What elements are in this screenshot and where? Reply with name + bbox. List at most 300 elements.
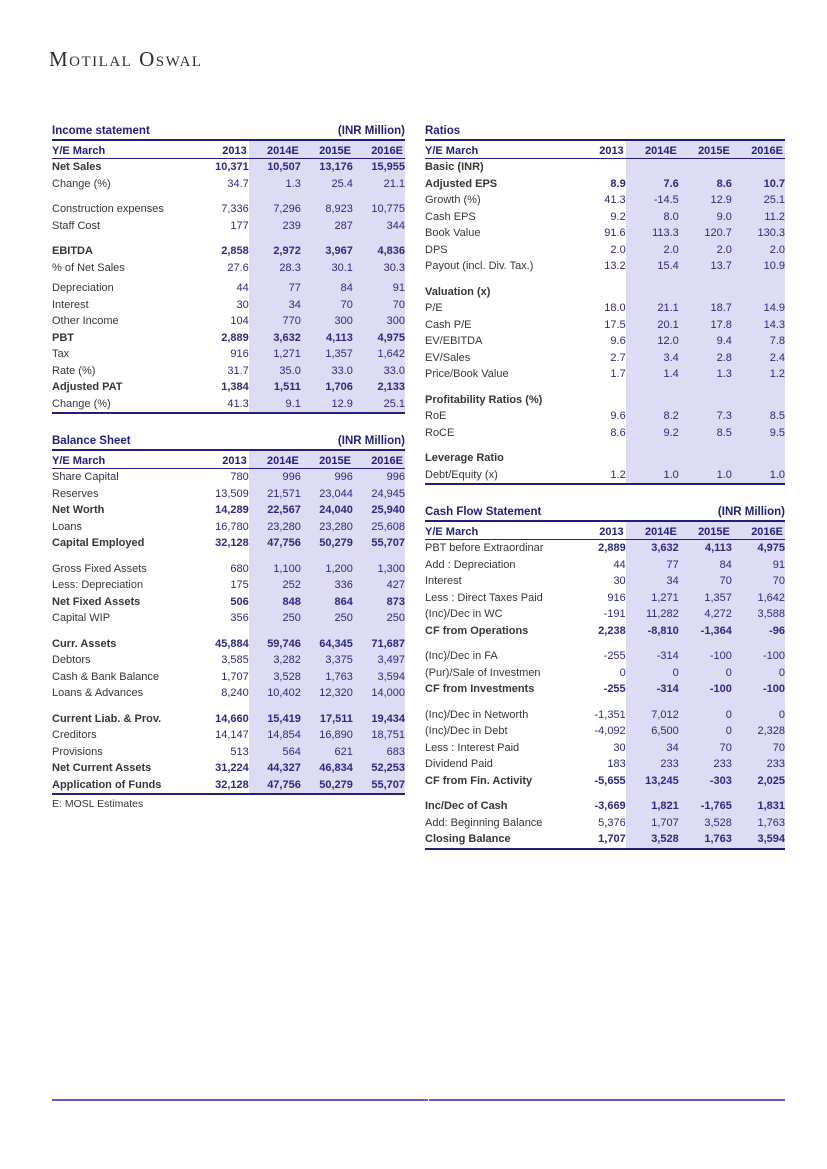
cell-value: 996 [301, 469, 353, 486]
table-row [425, 284, 785, 301]
table-row [425, 225, 785, 242]
spacer-row [425, 698, 785, 707]
column-header: 2014E [626, 522, 679, 540]
cell-value: 7.6 [626, 176, 679, 193]
cell-value: -96 [732, 623, 785, 640]
cell-value: 2,133 [353, 379, 405, 396]
cell-value: 23,044 [301, 486, 353, 503]
cell-value: 18.0 [604, 302, 626, 315]
column-header: 2015E [301, 141, 353, 159]
cell-value: 1,642 [353, 346, 405, 363]
table-row [52, 469, 405, 486]
cell-value: -14.5 [626, 192, 679, 209]
cell-value: -1,765 [679, 798, 732, 815]
cell-value: 3,632 [249, 330, 301, 347]
cell-value: 9.6 [610, 410, 626, 423]
spacer-cell [425, 383, 626, 392]
cell-value: 16,780 [215, 520, 249, 533]
cell-value: 70 [732, 740, 785, 757]
cell-value: -4,092 [594, 725, 626, 738]
cell-value: 1,763 [301, 669, 353, 686]
cell-value: 3,528 [626, 831, 679, 849]
cell-value [573, 450, 626, 467]
table-row [52, 176, 405, 193]
cell-value: 916 [230, 348, 249, 361]
cell-value: 252 [249, 577, 301, 594]
cell-value: 1,821 [626, 798, 679, 815]
cell-value: 70 [353, 297, 405, 314]
cell-value: 2.7 [610, 351, 626, 364]
row-label: (Inc)/Dec in Debt [425, 725, 508, 738]
cell-value: 9.4 [679, 333, 732, 350]
spacer-row [52, 192, 405, 201]
cell-value: 1.0 [679, 467, 732, 485]
cell-value: 2,238 [598, 624, 626, 637]
cell-value: 1,707 [626, 815, 679, 832]
row-label: Price/Book Value [425, 368, 509, 381]
cell-value: 9.5 [732, 425, 785, 442]
table-title: Balance Sheet [52, 435, 131, 447]
cell-value: 30.1 [301, 260, 353, 277]
cell-value: 0 [626, 665, 679, 682]
row-label: Book Value [425, 227, 481, 240]
table-row [52, 159, 405, 176]
cell-value: 1,357 [679, 590, 732, 607]
row-label: EV/EBITDA [425, 335, 483, 348]
cell-value: 6,500 [626, 723, 679, 740]
cell-value: -255 [603, 683, 626, 696]
cell-value: 91 [732, 557, 785, 574]
cell-value: 250 [301, 610, 353, 627]
cell-value: 1,511 [249, 379, 301, 396]
cell-value: 1,707 [221, 670, 249, 683]
cell-value: 250 [353, 610, 405, 627]
footer-divider-left [52, 1099, 428, 1101]
cell-value: 46,834 [301, 760, 353, 777]
cell-value: 513 [230, 745, 249, 758]
column-header: 2016E [732, 141, 785, 159]
row-label: Profitability Ratios (%) [425, 393, 543, 406]
cell-value: 2.0 [679, 242, 732, 259]
header-row [425, 522, 785, 540]
cell-value: 1,300 [353, 561, 405, 578]
cell-value: 2.8 [679, 350, 732, 367]
cell-value: 3,375 [301, 652, 353, 669]
cell-value [679, 392, 732, 409]
cell-value: 55,707 [353, 535, 405, 552]
column-header: 2015E [301, 451, 353, 469]
cell-value: 1,271 [626, 590, 679, 607]
cell-value: 1,831 [732, 798, 785, 815]
cell-value: 13.2 [604, 260, 626, 273]
cell-value: 2,889 [221, 331, 249, 344]
cell-value: 848 [249, 594, 301, 611]
cell-value: 18.7 [679, 300, 732, 317]
table-row [425, 540, 785, 557]
cell-value: 14.3 [732, 317, 785, 334]
cell-value: 16,890 [301, 727, 353, 744]
cell-value: 70 [679, 740, 732, 757]
cell-value: 44 [613, 558, 626, 571]
row-label: (Pur)/Sale of Investmen [425, 666, 541, 679]
cell-value: 3,967 [301, 243, 353, 260]
row-label: (Inc)/Dec in FA [425, 650, 498, 663]
cell-value: 4,113 [301, 330, 353, 347]
table-row [52, 577, 405, 594]
table-row [52, 652, 405, 669]
spacer-cell [626, 441, 785, 450]
cell-value: 183 [607, 758, 626, 771]
cell-value: 25.1 [732, 192, 785, 209]
cell-value: 621 [301, 744, 353, 761]
cell-value: 44 [236, 282, 249, 295]
cell-value: 13,245 [626, 773, 679, 790]
cell-value: -3,669 [594, 800, 626, 813]
cell-value: 8.0 [626, 209, 679, 226]
table-row [52, 685, 405, 702]
cell-value: 1,763 [732, 815, 785, 832]
row-label: Tax [52, 348, 70, 361]
row-label: Capital WIP [52, 612, 111, 625]
table-unit: (INR Million) [337, 125, 405, 137]
column-header: 2013 [197, 141, 249, 159]
table-header [425, 505, 785, 522]
column-header: 2015E [679, 522, 732, 540]
table-row [425, 242, 785, 259]
spacer-cell [626, 698, 785, 707]
row-label: EV/Sales [425, 351, 471, 364]
row-label: CF from Operations [425, 624, 529, 637]
cell-value: 30 [613, 741, 626, 754]
cell-value: 3,632 [626, 540, 679, 557]
cell-value: 70 [301, 297, 353, 314]
cell-value: 17.8 [679, 317, 732, 334]
row-label: Add : Depreciation [425, 558, 516, 571]
cell-value [573, 159, 626, 176]
cell-value: 564 [249, 744, 301, 761]
table-unit: (INR Million) [717, 506, 785, 518]
cell-value: 12,320 [301, 685, 353, 702]
cell-value: 0 [679, 665, 732, 682]
header-row [52, 451, 405, 469]
spacer-row [425, 639, 785, 648]
cell-value: 336 [301, 577, 353, 594]
cell-value: 50,279 [301, 777, 353, 795]
cell-value: 8.6 [679, 176, 732, 193]
row-label: Net Sales [52, 161, 102, 174]
table-header [52, 434, 405, 451]
cell-value: 33.0 [353, 363, 405, 380]
table-row [52, 363, 405, 380]
spacer-cell [425, 441, 626, 450]
table-row [52, 297, 405, 314]
cell-value: 1.7 [610, 368, 626, 381]
table-row [425, 333, 785, 350]
column-header: Y/E March [52, 141, 197, 159]
cell-value: 3,594 [732, 831, 785, 849]
cell-value: 3,528 [249, 669, 301, 686]
cell-value: 8,923 [301, 201, 353, 218]
cell-value: 33.0 [301, 363, 353, 380]
row-label: Change (%) [52, 397, 111, 410]
cell-value: 8.2 [626, 408, 679, 425]
table-row [52, 396, 405, 414]
table-row [425, 450, 785, 467]
table-row [52, 313, 405, 330]
row-label: Provisions [52, 745, 103, 758]
column-header: Y/E March [52, 451, 197, 469]
table-row [425, 590, 785, 607]
cell-value [626, 392, 679, 409]
cell-value: 3,497 [353, 652, 405, 669]
column-header: 2014E [249, 141, 301, 159]
cell-value: 1,271 [249, 346, 301, 363]
cell-value: 1.0 [626, 467, 679, 485]
cell-value: 44,327 [249, 760, 301, 777]
cell-value: 113.3 [626, 225, 679, 242]
row-label: Net Current Assets [52, 762, 152, 775]
cell-value: 23,280 [301, 519, 353, 536]
cell-value: 10.7 [732, 176, 785, 193]
cell-value: 0 [619, 666, 626, 679]
cell-value: 84 [679, 557, 732, 574]
table-title: Ratios [425, 125, 461, 137]
cell-value: 18,751 [353, 727, 405, 744]
cell-value [626, 159, 679, 176]
cell-value: 1,707 [598, 833, 626, 846]
table-header [52, 124, 405, 141]
cell-value: 506 [230, 595, 249, 608]
cell-value: 84 [301, 280, 353, 297]
row-label: PBT [52, 331, 74, 344]
spacer-cell [626, 639, 785, 648]
cell-value: 177 [230, 219, 249, 232]
cell-value: 5,376 [598, 816, 626, 829]
table-row [425, 623, 785, 640]
cell-value: 344 [353, 218, 405, 235]
table-row [52, 711, 405, 728]
cell-value [573, 392, 626, 409]
cell-value: 3.4 [626, 350, 679, 367]
cell-value: 2,858 [221, 245, 249, 258]
cell-value: 13,176 [301, 159, 353, 176]
table-row [52, 346, 405, 363]
row-label: CF from Fin. Activity [425, 774, 533, 787]
table-row [425, 798, 785, 815]
cell-value: 864 [301, 594, 353, 611]
cell-value: 11.2 [732, 209, 785, 226]
row-label: Less: Depreciation [52, 579, 144, 592]
table-row [52, 243, 405, 260]
cell-value: 1,357 [301, 346, 353, 363]
table-row [52, 610, 405, 627]
cell-value: 31,224 [215, 762, 249, 775]
column-header: 2016E [353, 141, 405, 159]
cell-value: 1,100 [249, 561, 301, 578]
table-row [425, 159, 785, 176]
cell-value [573, 284, 626, 301]
cell-value [679, 284, 732, 301]
cell-value: 1.2 [732, 366, 785, 383]
cell-value: 13,509 [215, 487, 249, 500]
cell-value: 34 [626, 573, 679, 590]
cell-value: 45,884 [215, 637, 249, 650]
cell-value: 55,707 [353, 777, 405, 795]
financial-table [52, 451, 405, 795]
row-label: Cash & Bank Balance [52, 670, 160, 683]
table-row [52, 201, 405, 218]
cell-value: 3,594 [353, 669, 405, 686]
spacer-row [52, 702, 405, 711]
cell-value: 1.4 [626, 366, 679, 383]
row-label: Creditors [52, 729, 97, 742]
row-label: Rate (%) [52, 364, 96, 377]
cell-value: 3,585 [221, 654, 249, 667]
cell-value: 21,571 [249, 486, 301, 503]
cell-value: -1,364 [679, 623, 732, 640]
spacer-row [52, 627, 405, 636]
row-label: P/E [425, 302, 443, 315]
cell-value: 4,113 [679, 540, 732, 557]
row-label: Staff Cost [52, 219, 101, 232]
cell-value: -5,655 [594, 774, 626, 787]
row-label: Adjusted PAT [52, 381, 123, 394]
spacer-row [425, 441, 785, 450]
cell-value: -100 [679, 648, 732, 665]
table-row [425, 756, 785, 773]
row-label: Current Liab. & Prov. [52, 712, 162, 725]
spacer-cell [249, 552, 405, 561]
spacer-cell [425, 275, 626, 284]
financial-table [425, 141, 785, 485]
cell-value: 32,128 [215, 537, 249, 550]
cell-value: 25,940 [353, 502, 405, 519]
cell-value: 91 [353, 280, 405, 297]
cell-value: 873 [353, 594, 405, 611]
row-label: Closing Balance [425, 833, 511, 846]
row-label: Debtors [52, 654, 91, 667]
cell-value: 7.8 [732, 333, 785, 350]
cell-value: 239 [249, 218, 301, 235]
cell-value: 30.3 [353, 260, 405, 277]
row-label: Application of Funds [52, 778, 162, 791]
cell-value: 12.9 [679, 192, 732, 209]
cell-value: 427 [353, 577, 405, 594]
table-row [425, 665, 785, 682]
footer-divider [52, 1099, 785, 1101]
cell-value: 13.7 [679, 258, 732, 275]
footer-divider-right [429, 1099, 785, 1101]
cell-value: 4,975 [732, 540, 785, 557]
cell-value: -314 [626, 681, 679, 698]
table-row [425, 740, 785, 757]
cell-value [626, 450, 679, 467]
cell-value: 17,511 [301, 711, 353, 728]
income-statement-table [52, 124, 405, 414]
cell-value: 4,272 [679, 606, 732, 623]
row-label: % of Net Sales [52, 261, 125, 274]
cell-value: 34 [249, 297, 301, 314]
table-row [52, 744, 405, 761]
cell-value: 23,280 [249, 519, 301, 536]
cell-value: 3,588 [732, 606, 785, 623]
row-label: Net Worth [52, 504, 105, 517]
spacer-cell [52, 627, 249, 636]
cell-value: 0 [732, 665, 785, 682]
cell-value: 10.9 [732, 258, 785, 275]
cell-value: 7,336 [221, 203, 249, 216]
table-row [52, 535, 405, 552]
cell-value: 8,240 [221, 687, 249, 700]
cell-value: 300 [353, 313, 405, 330]
cell-value: 9.0 [679, 209, 732, 226]
cell-value: 3,282 [249, 652, 301, 669]
row-label: Net Fixed Assets [52, 595, 141, 608]
spacer-cell [52, 702, 249, 711]
cell-value [679, 450, 732, 467]
cell-value: 30 [236, 298, 249, 311]
row-label: CF from Investments [425, 683, 535, 696]
cell-value: 2,889 [598, 542, 626, 555]
cell-value: 233 [679, 756, 732, 773]
row-label: Interest [425, 575, 462, 588]
cell-value: 12.9 [301, 396, 353, 414]
row-label: Adjusted EPS [425, 177, 498, 190]
cell-value: 11,282 [626, 606, 679, 623]
cell-value: 9.2 [626, 425, 679, 442]
table-row [52, 486, 405, 503]
spacer-row [52, 552, 405, 561]
spacer-row [425, 275, 785, 284]
row-label: Loans & Advances [52, 687, 144, 700]
column-header: Y/E March [425, 141, 573, 159]
table-row [425, 707, 785, 724]
cell-value: 1,200 [301, 561, 353, 578]
cell-value: 8.6 [610, 426, 626, 439]
cell-value: 15,955 [353, 159, 405, 176]
cell-value: 70 [679, 573, 732, 590]
table-row [52, 330, 405, 347]
row-label: Cash EPS [425, 210, 476, 223]
row-label: DPS [425, 243, 448, 256]
cell-value: 31.7 [227, 364, 249, 377]
cell-value: 287 [301, 218, 353, 235]
cell-value: -255 [603, 650, 626, 663]
cell-value: 24,040 [301, 502, 353, 519]
spacer-cell [249, 192, 405, 201]
table-row [425, 815, 785, 832]
cell-value: 996 [353, 469, 405, 486]
table-row [425, 350, 785, 367]
cell-value: 683 [353, 744, 405, 761]
table-row [52, 280, 405, 297]
table-row [425, 408, 785, 425]
table-row [425, 192, 785, 209]
cell-value: 916 [607, 591, 626, 604]
row-label: Other Income [52, 315, 119, 328]
cell-value: 1.2 [610, 468, 626, 481]
cell-value: 104 [230, 315, 249, 328]
cell-value: 30 [613, 575, 626, 588]
table-row [425, 606, 785, 623]
table-row [52, 502, 405, 519]
cell-value: -303 [679, 773, 732, 790]
table-row [425, 176, 785, 193]
cash-flow-table [425, 505, 785, 850]
row-label: (Inc)/Dec in WC [425, 608, 503, 621]
cell-value: 300 [301, 313, 353, 330]
table-row [425, 366, 785, 383]
